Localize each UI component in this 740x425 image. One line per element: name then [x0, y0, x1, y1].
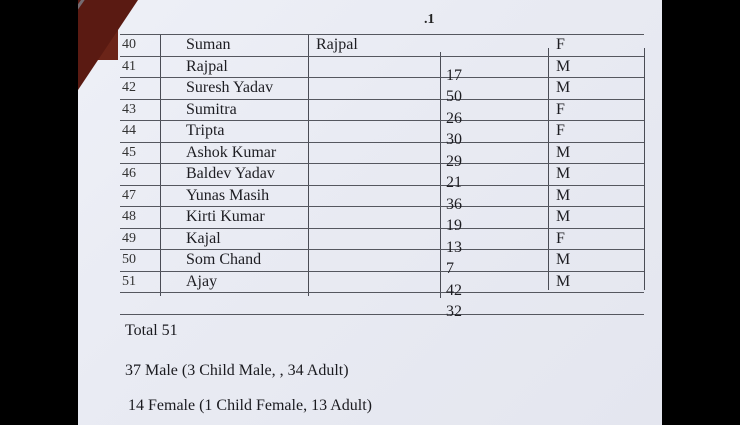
row-number: 40 [122, 37, 136, 52]
relation-name [316, 143, 436, 164]
member-sex: M [556, 251, 571, 268]
table-row [120, 229, 644, 256]
member-sex: F [556, 100, 565, 118]
member-name: Sumitra [186, 100, 237, 118]
member-age: 29 [446, 152, 462, 170]
member-sex: M [556, 208, 571, 225]
relation-name [316, 121, 436, 142]
member-name: Yunas Masih [186, 186, 270, 204]
summary-total: Total 51 [125, 322, 178, 339]
column-divider [644, 48, 645, 290]
member-name: Kirti Kumar [186, 208, 265, 225]
row-number: 45 [122, 144, 136, 160]
member-name: Kajal [186, 229, 221, 247]
row-number: 43 [122, 101, 136, 117]
member-age: 13 [446, 238, 462, 256]
table-row [120, 143, 644, 170]
member-sex: F [556, 229, 565, 247]
row-number [122, 293, 160, 314]
corner-mark: .1 [424, 12, 435, 27]
row-number: 41 [122, 58, 136, 74]
member-age: 21 [446, 174, 462, 191]
member-name: Baldev Yadav [186, 165, 275, 182]
row-number: 48 [122, 209, 136, 224]
relation-name [316, 186, 436, 207]
relation-name [316, 164, 436, 185]
table-row [120, 121, 644, 148]
member-sex: M [556, 186, 571, 204]
table-row [120, 272, 644, 299]
relation-name [316, 57, 436, 78]
member-sex: M [556, 165, 571, 182]
summary-female: 14 Female (1 Child Female, 13 Adult) [128, 397, 372, 414]
table-row [120, 207, 644, 234]
members-table [120, 34, 644, 320]
member-sex: F [556, 122, 565, 139]
member-name: Ashok Kumar [186, 143, 277, 161]
relation-name [316, 207, 436, 228]
relation-name: Rajpal [316, 36, 358, 53]
member-sex [556, 293, 596, 314]
member-name: Ajay [186, 272, 218, 290]
table-row [120, 78, 644, 105]
relation-name [316, 272, 436, 293]
relation-name [316, 78, 436, 99]
table-row [120, 57, 644, 84]
summary-male: 37 Male (3 Child Male, , 34 Adult) [125, 362, 349, 379]
document-photo [78, 0, 662, 425]
relation-name [316, 250, 436, 271]
member-age: 36 [446, 195, 462, 213]
row-number: 47 [122, 187, 136, 203]
table-row [120, 100, 644, 127]
row-number: 51 [122, 273, 136, 289]
member-age: 26 [446, 109, 462, 127]
table-row [120, 34, 644, 57]
row-number: 46 [122, 166, 136, 181]
member-sex: F [556, 36, 565, 53]
member-name: Suresh Yadav [186, 79, 274, 96]
member-age: 19 [446, 217, 462, 234]
member-name [186, 293, 306, 314]
member-name: Som Chand [186, 251, 262, 268]
member-age: 42 [446, 281, 462, 299]
member-age: 50 [446, 88, 462, 105]
relation-name [316, 100, 436, 121]
row-number: 49 [122, 230, 136, 246]
row-number: 50 [122, 252, 136, 267]
table-row [120, 164, 644, 191]
member-sex: M [556, 57, 571, 75]
member-age: 30 [446, 131, 462, 148]
member-sex: M [556, 79, 571, 96]
member-age: 7 [446, 260, 454, 277]
table-row [120, 293, 644, 320]
relation-name [316, 293, 436, 314]
member-sex: M [556, 143, 571, 161]
table-row [120, 250, 644, 277]
member-name: Rajpal [186, 57, 228, 75]
member-age: 17 [446, 66, 462, 84]
member-name: Suman [186, 36, 231, 53]
row-number: 42 [122, 80, 136, 95]
member-sex: M [556, 272, 571, 290]
relation-name [316, 229, 436, 250]
member-age: 32 [446, 303, 462, 320]
table-row [120, 186, 644, 213]
member-name: Tripta [186, 122, 225, 139]
row-number: 44 [122, 123, 136, 138]
